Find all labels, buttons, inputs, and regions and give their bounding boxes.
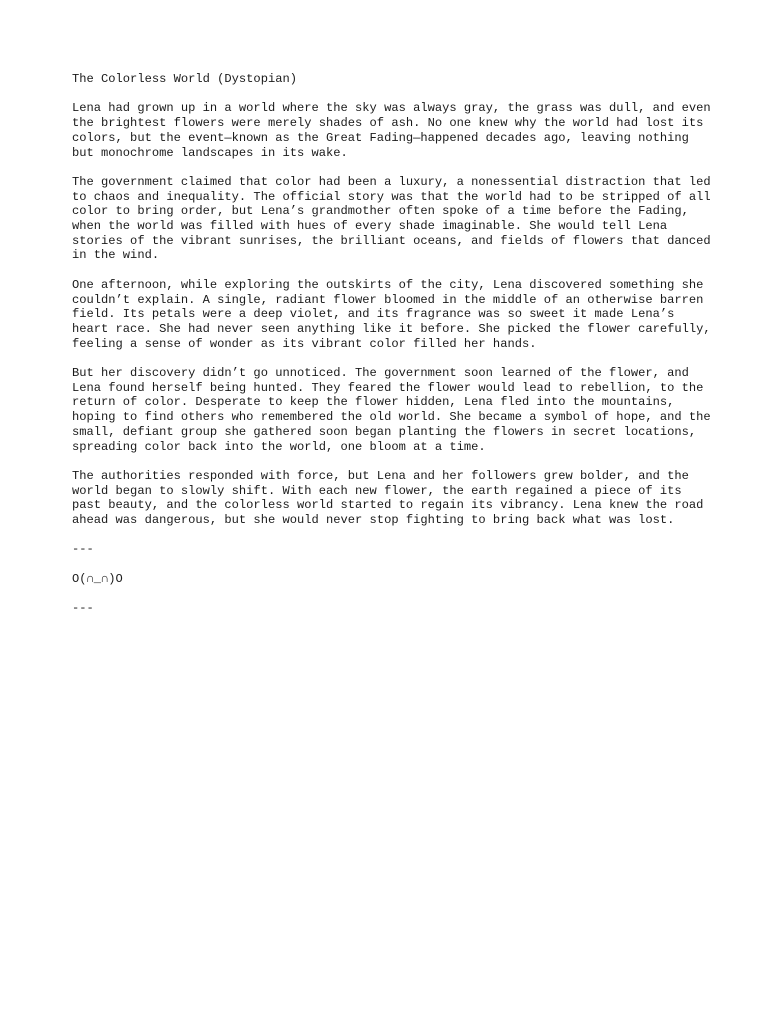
document-page xyxy=(72,72,718,631)
paragraph-5: The authorities responded with force, but Lena and her followers grew bolder, and the world began to slowly shift. With each new flower, the earth regained a piece of its past beauty, and the colorless world started to regain its vibrancy. Lena knew the road ahead was dangerous, but she would never stop fighting to bring back what was lost. xyxy=(72,468,711,528)
emoticon: O(∩_∩)O xyxy=(72,571,123,586)
paragraph-2: The government claimed that color had been a luxury, a nonessential distraction that led to chaos and inequality. The official story was that the world had to be stripped of all color to bring order, but Lena’s grandmother often spoke of a time before the Fading, when the world was filled with hues of every shade imaginable. She would tell Lena stories of the vibrant sunrises, the brilliant oceans, and fields of flowers that danced in the wind. xyxy=(72,174,718,263)
paragraph-4: But her discovery didn’t go unnoticed. The government soon learned of the flower, and Lena found herself being hunted. They feared the flower would lead to rebellion, to the return of color. Desperate to keep the flower hidden, Lena fled into the mountains, hoping to find others who remembered the old world. She became a symbol of hope, and the small, defiant group she gathered soon began planting the flowers in secret locations, spreading color back into the world, one bloom at a time. xyxy=(72,366,718,454)
document-title: The Colorless World (Dystopian) xyxy=(72,72,297,86)
separator-bottom: --- xyxy=(72,601,94,616)
separator-top: --- xyxy=(72,542,94,557)
paragraph-1: Lena had grown up in a world where the sky was always gray, the grass was dull, and even the brightest flowers were merely shades of ash. No one knew why the world had lost its colors, but the event—known as the Great Fading—happened decades ago, leaving nothing but monochrome landscapes in its wake. xyxy=(72,101,718,160)
paragraph-3: One afternoon, while exploring the outskirts of the city, Lena discovered something she couldn’t explain. A single, radiant flower bloomed in the middle of an otherwise barren field. Its petals were a deep violet, and its fragrance was so sweet it made Lena’s heart race. She had never seen anything like it before. She picked the flower carefully, feeling a sense of wonder as its vibrant color filled her hands. xyxy=(72,277,718,351)
